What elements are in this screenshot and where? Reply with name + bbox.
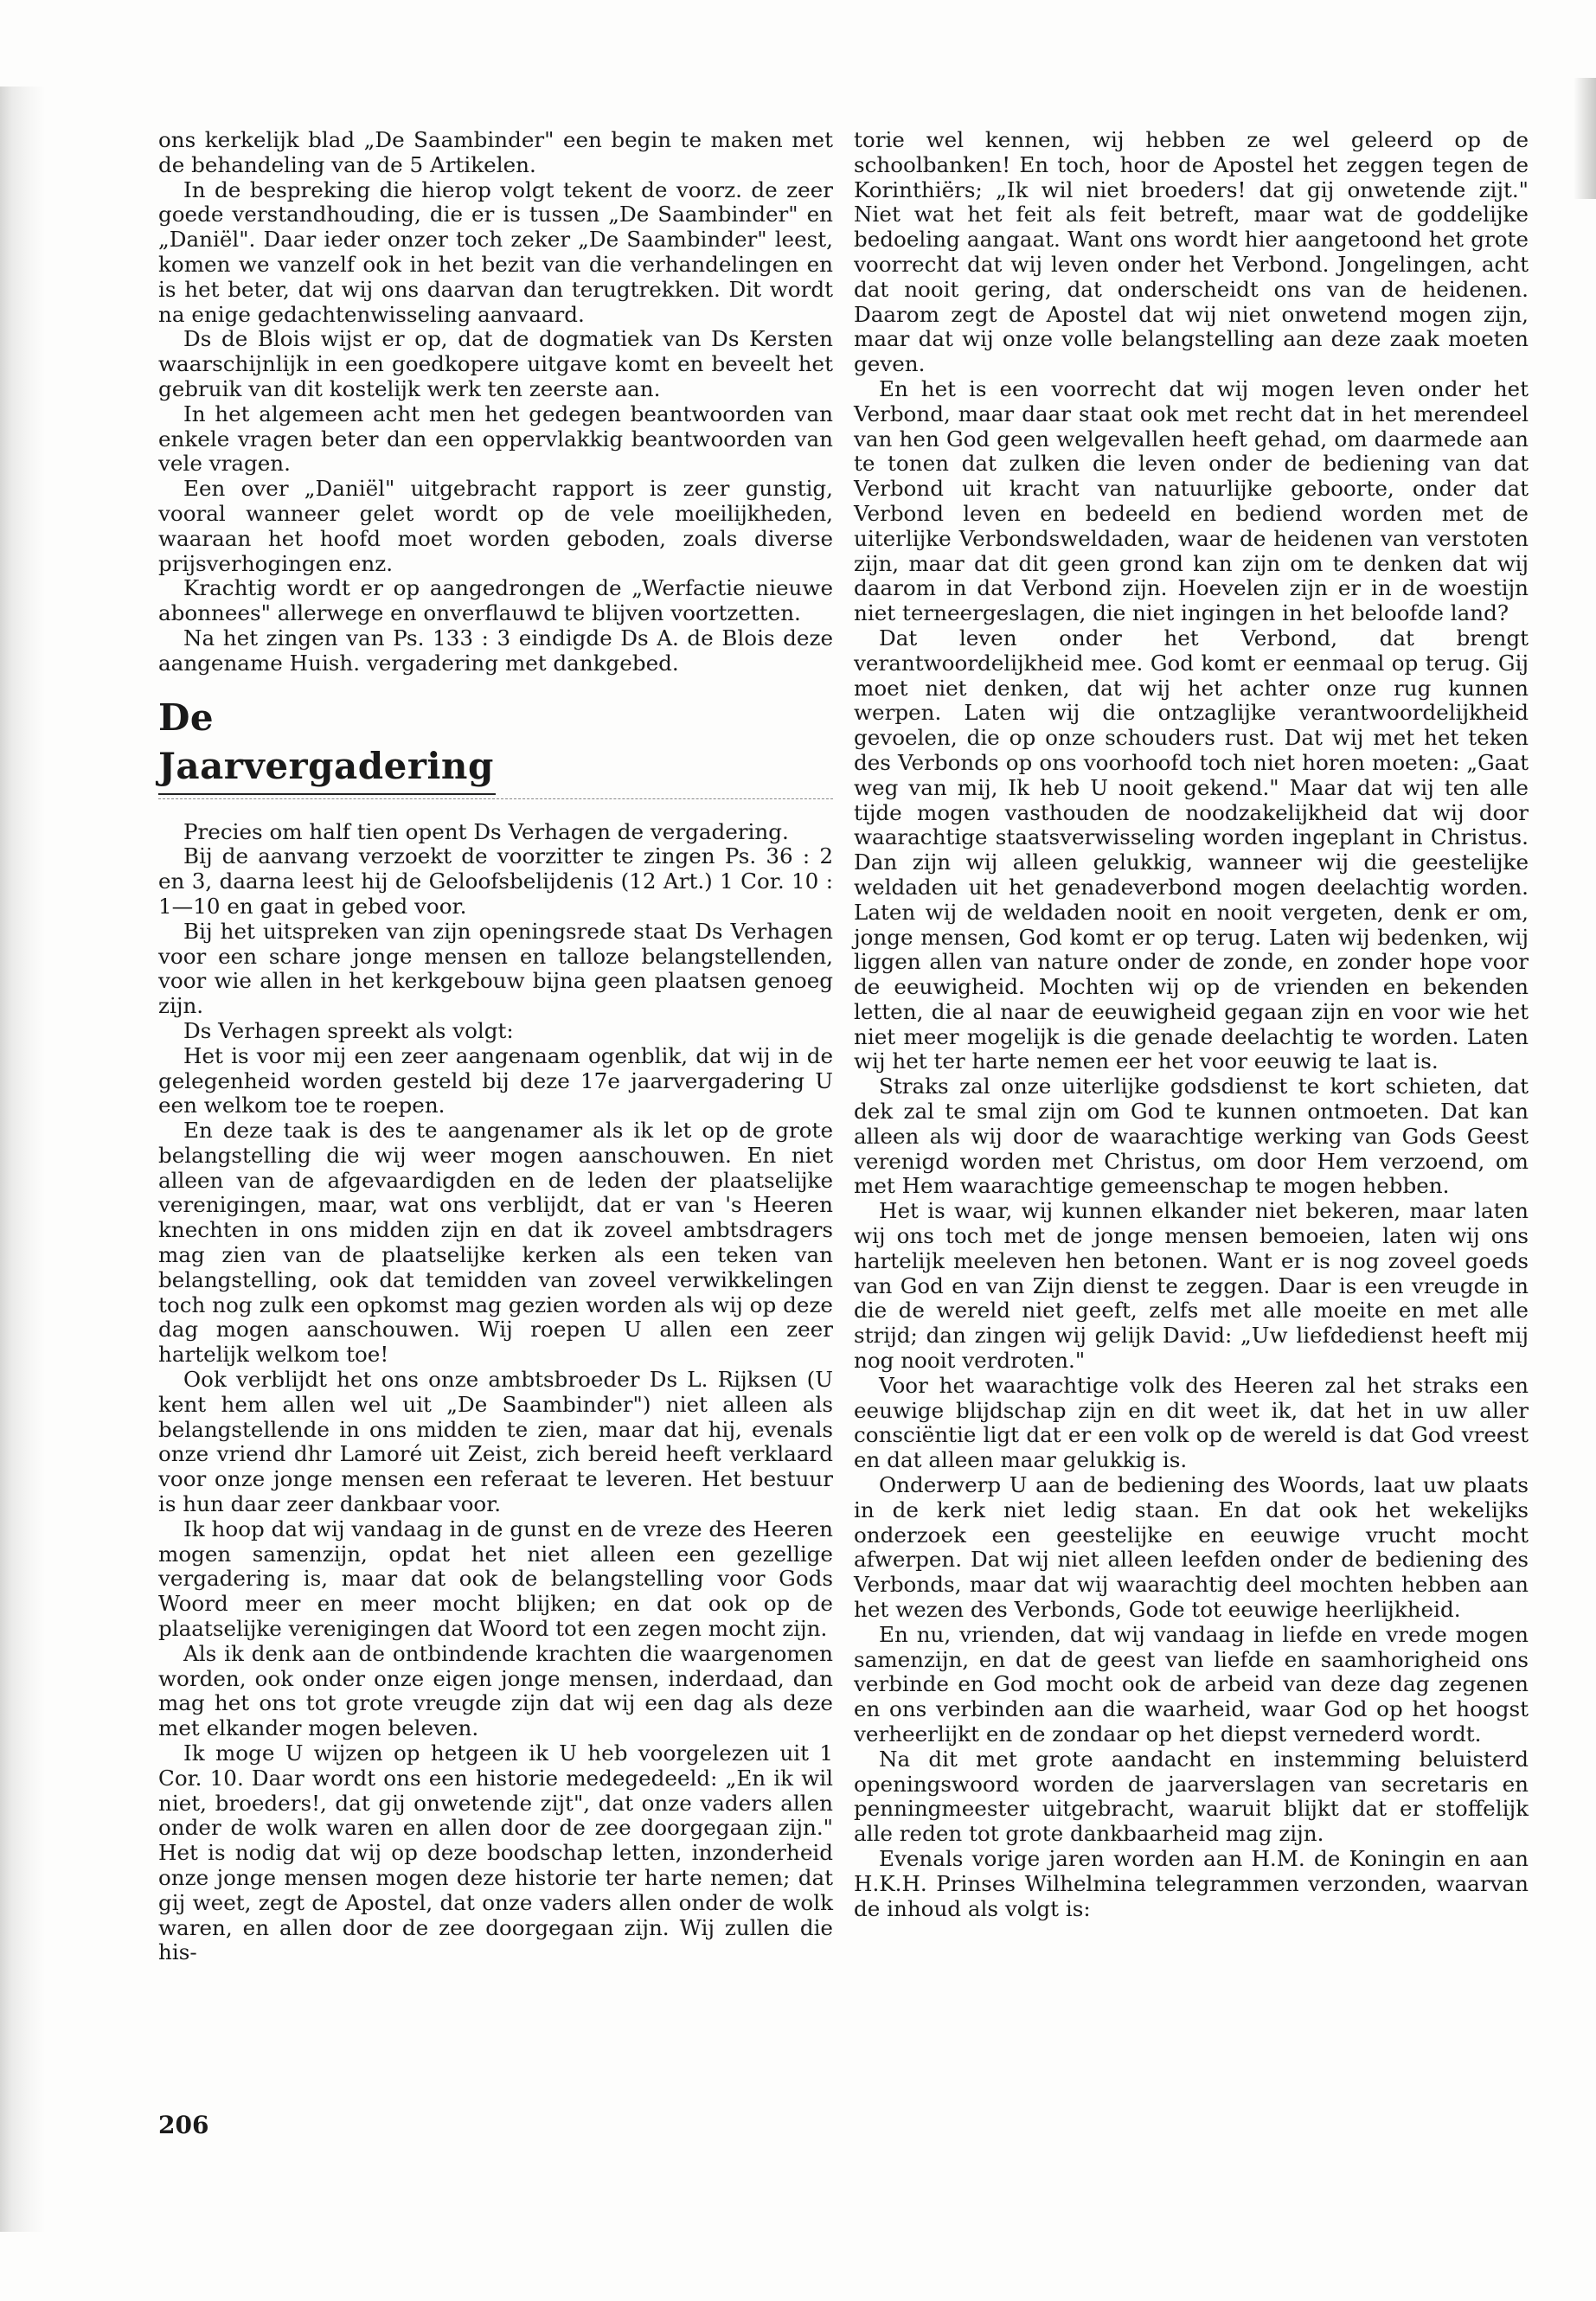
paragraph: Na het zingen van Ps. 133 : 3 eindigde Ds A. de Blois deze aangename Huish. vergadering met dankgebed. <box>158 625 833 676</box>
paragraph: Het is voor mij een zeer aangenaam ogenblik, dat wij in de gelegenheid worden gesteld bij deze 17e jaarvergadering U een welkom toe te roepen. <box>158 1042 833 1118</box>
paragraph: Ook verblijdt het ons onze ambtsbroeder Ds L. Rijksen (U kent hem allen wel uit „De Saambinder") niet alleen als belangstellende in ons midden te zien, maar dat hij, evenals onze vriend dhr Lamoré uit Zeist, zich bereid heeft verklaard voor onze jonge mensen een referaat te leveren. Het bestuur is hun daar zeer dankbaar voor. <box>158 1367 833 1517</box>
paragraph: En deze taak is des te aangenamer als ik let op de grote belangstelling die wij weer mogen aanschouwen. En niet alleen van de afgevaardigden en de leden der plaatselijke verenigingen, maar, wat ons verblijdt, dat er van 's Heeren knechten in ons midden zijn en dat ik zoveel ambtsdragers mag zien van de plaatselijke kerken als een teken van belangstelling, ook dat temidden van zoveel verwikkelingen toch nog zulk een opkomst mag gezien worden als wij op deze dag mogen aanschouwen. Wij roepen U allen een zeer hartelijk welkom toe! <box>158 1118 833 1368</box>
paragraph: Bij het uitspreken van zijn openingsrede staat Ds Verhagen voor een schare jonge mensen en talloze belangstellenden, voor wie allen in het kerkgebouw bijna geen plaatsen genoeg zijn. <box>158 918 833 1019</box>
paragraph: Ds Verhagen spreekt als volgt: <box>183 1017 514 1043</box>
paragraph: Na dit met grote aandacht en instemming beluisterd openingswoord worden de jaarverslagen van secretaris en penningmeester uitgebracht, waaruit blijkt dat er stoffelijk alle reden tot grote dankbaarheid mag zijn. <box>854 1746 1529 1847</box>
paragraph: ons kerkelijk blad „De Saambinder" een begin te maken met de behandeling van de 5 Artikelen. <box>158 127 833 177</box>
right-column <box>854 128 1529 1921</box>
paragraph: torie wel kennen, wij hebben ze wel geleerd op de schoolbanken! En toch, hoor de Apostel het zeggen tegen de Korinthiërs; „Ik wil niet broeders! dat gij onwetende zijt." Niet wat het feit als feit betreft, maar wat de goddelijke bedoeling aangaat. Want ons wordt hier aangetoond het grote voorrecht dat wij leven onder het Verbond. Jongelingen, acht dat nooit gering, dat onderscheidt ons van de heidenen. Daarom zegt de Apostel dat wij niet onwetend mogen zijn, maar dat wij onze volle belangstelling aan deze zaak moeten geven. <box>854 127 1529 377</box>
paragraph: Een over „Daniël" uitgebracht rapport is zeer gunstig, vooral wanneer gelet wordt op de vele moeilijkheden, waaraan het hoofd moet worden geboden, zoals diverse prijsverhogingen enz. <box>158 476 833 576</box>
paragraph: En nu, vrienden, dat wij vandaag in liefde en vrede mogen samenzijn, en dat de geest van liefde en saamhorigheid ons verbinde en God mocht ook de arbeid van deze dag zegenen en ons verbinden aan die waarheid, waar God op het hoogst verheerlijkt en de zondaar op het diepst vernederd wordt. <box>854 1621 1529 1747</box>
paragraph: Het is waar, wij kunnen elkander niet bekeren, maar laten wij ons toch met de jonge mensen bemoeien, laten wij ons hartelijk meeleven hen betonen. Want er is nog zoveel goeds van God en van Zijn dienst te zeggen. Daar is een vreugde in die de wereld niet geeft, zelfs met alle moeite en met alle strijd; dan zingen wij gelijk David: „Uw liefdedienst heeft mij nog nooit verdroten." <box>854 1198 1529 1374</box>
left-column <box>158 128 833 1965</box>
paragraph: In het algemeen acht men het gedegen beantwoorden van enkele vragen beter dan een oppervlakkig beantwoorden van vele vragen. <box>158 401 833 477</box>
section-heading: De Jaarvergadering <box>158 694 496 795</box>
paragraph: Precies om half tien opent Ds Verhagen de vergadering. <box>183 818 789 844</box>
paragraph: Ik hoop dat wij vandaag in de gunst en de vreze des Heeren mogen samenzijn, opdat het niet alleen een gezellige vergadering is, maar dat ook de belangstelling voor Gods Woord meer en meer mocht blijken; en dat ook op de plaatselijke verenigingen dat Woord tot een zegen mocht zijn. <box>158 1516 833 1642</box>
paragraph: Onderwerp U aan de bediening des Woords, laat uw plaats in de kerk niet ledig staan. En dat ook het wekelijks onderzoek een geestelijke en eeuwige vrucht mocht afwerpen. Dat wij niet alleen leefden onder de bediening des Verbonds, maar dat wij waarachtig deel mochten hebben aan het wezen des Verbonds, Gode tot eeuwige heerlijkheid. <box>854 1472 1529 1623</box>
paragraph: Straks zal onze uiterlijke godsdienst te kort schieten, dat dek zal te smal zijn om God te kunnen ontmoeten. Dat kan alleen als wij door de waarachtige werking van Gods Geest verenigd worden met Christus, om door Hem verzoend, om met Hem waarachtige gemeenschap te mogen hebben. <box>854 1074 1529 1199</box>
paragraph: In de bespreking die hierop volgt tekent de voorz. de zeer goede verstandhouding, die er is tussen „De Saambinder" en „Daniël". Daar ieder onzer toch zeker „De Saambinder" leest, komen we vanzelf ook in het bezit van die verhandelingen en is het beter, dat wij ons daarvan dan terugtrekken. Dit wordt na enige gedachtenwisseling aanvaard. <box>158 176 833 327</box>
scan-shadow-right <box>1574 78 1596 199</box>
paragraph: Krachtig wordt er op aangedrongen de „Werfactie nieuwe abonnees" allerwege en onverflauwd te blijven voortzetten. <box>158 575 833 626</box>
paragraph: Voor het waarachtige volk des Heeren zal het straks een eeuwige blijdschap zijn en dit weet ik, dat het in uw aller consciëntie ligt dat er een volk op de wereld is dat God vreest en dat alleen maar gelukkig is. <box>854 1372 1529 1473</box>
paragraph: Bij de aanvang verzoekt de voorzitter te zingen Ps. 36 : 2 en 3, daarna leest hij de Geloofsbelijdenis (12 Art.) 1 Cor. 10 : 1—10 en gaat in gebed voor. <box>158 843 833 919</box>
paragraph: En het is een voorrecht dat wij mogen leven onder het Verbond, maar daar staat ook met recht dat in het merendeel van hen God geen welgevallen heeft gehad, om daarmede aan te tonen dat zulken die leven onder de bediening van dat Verbond uit kracht van natuurlijke geboorte, onder dat Verbond leven en bedeeld en bediend worden met de uiterlijke Verbondsweldaden, waar de heidenen van verstoten zijn, maar dat dit geen grond kan zijn om te denken dat wij daarom in dat Verbond zijn. Hoevelen zijn er in de woestijn niet terneergeslagen, die niet ingingen in het beloofde land? <box>854 375 1529 626</box>
paragraph: Dat leven onder het Verbond, dat brengt verantwoordelijkheid mee. God komt er eenmaal op terug. Gij moet niet denken, dat wij het achter onze rug kunnen werpen. Laten wij die ontzaglijke verantwoordelijkheid gevoelen, die op onze schouders rust. Dat wij met het teken des Verbonds op ons voorhoofd toch niet horen moeten: „Gaat weg van mij, Ik heb U nooit gekend." Maar dat wij ten alle tijde mogen vasthouden de noodzakelijkheid dat wij door waarachtige staatsverwisseling worden ingeplant in Christus. Dan zijn wij alleen gelukkig, wanneer wij die geestelijke weldaden uit het genadeverbond mogen deelachtig worden. Laten wij de weldaden nooit en nooit vergeten, denk er om, jonge mensen, God komt er op terug. Laten wij bedenken, wij liggen allen van nature onder de zonde, en zonder hope voor de eeuwigheid. Mochten wij op de vrienden en bekenden letten, die al naar de eeuwigheid gegaan zijn en voor wie het niet meer mogelijk is die genade deelachtig te worden. Laten wij het ter harte nemen eer het voor eeuwig te laat is. <box>854 625 1529 1074</box>
paragraph: Evenals vorige jaren worden aan H.M. de Koningin en aan H.K.H. Prinses Wilhelmina telegrammen verzonden, waarvan de inhoud als volgt is: <box>854 1845 1529 1921</box>
paragraph: Ds de Blois wijst er op, dat de dogmatiek van Ds Kersten waarschijnlijk in een goedkopere uitgave komt en beveelt het gebruik van dit kostelijk werk ten zeerste aan. <box>158 326 833 401</box>
paragraph: Ik moge U wijzen op hetgeen ik U heb voorgelezen uit 1 Cor. 10. Daar wordt ons een historie medegedeeld: „En ik wil niet, broeders!, dat gij onwetende zijt", dat onze vaders allen onder de wolk waren en allen door de zee doorgegaan zijn." Het is nodig dat wij op deze boodschap letten, inzonderheid onze jonge mensen mogen deze historie ter harte nemen; dat gij weet, zegt de Apostel, dat onze vaders allen onder de wolk waren, en allen door de zee doorgegaan zijn. Wij zullen die his- <box>158 1740 833 1965</box>
paragraph: Als ik denk aan de ontbindende krachten die waargenomen worden, ook onder onze eigen jonge mensen, inderdaad, dan mag het ons tot grote vreugde zijn dat wij een dag als deze met elkander mogen beleven. <box>158 1640 833 1741</box>
page-number: 206 <box>158 2111 209 2139</box>
heading-divider <box>158 798 833 799</box>
scan-shadow-left <box>0 87 45 2232</box>
